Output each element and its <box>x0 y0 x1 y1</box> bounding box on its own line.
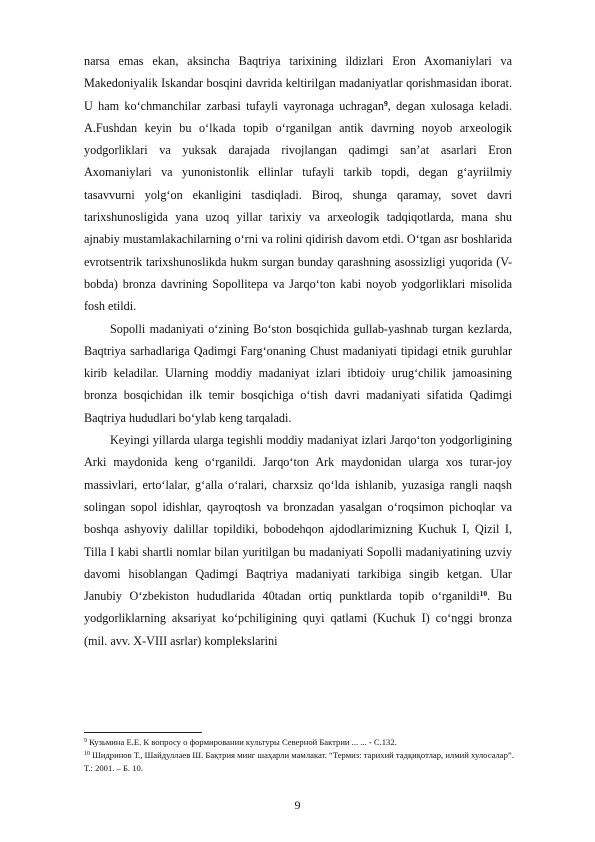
paragraph-3-text-a: Keyingi yillarda ularga tegishli moddiy madaniyat izlari Jarqo‘ton yodgorligining Arki maydonida keng o‘rganildi. Jarqo‘ton Ark maydonidan ularga xos turar-joy massivlari, erto‘lalar, g‘alla o‘ralari, charxsiz qo‘lda ishlanib, yuzasiga rangli naqsh solingan sopol idishlar, qayroqtosh va bronzadan yasalgan o‘roqsimon pichoqlar va boshqa ashyoviy dalillar topildiki, bobodehqon ajdodlarimizning Kuchuk I, Qizil I, Tilla I kabi shartli nomlar bilan yuritilgan bu madaniyati Sopolli madaniyatining uzviy davomi hisoblangan Qadimgi Baqtriya madaniyati tarkibiga singib ketgan. Ular Janubiy O‘zbekiston hududlarida 40tadan ortiq punktlarda topib o‘rganildi <box>84 433 512 604</box>
page-body <box>84 50 512 652</box>
footnote-9 <box>84 736 514 749</box>
footnote-10 <box>84 749 514 775</box>
footnotes <box>84 736 514 775</box>
footnote-mark: 10 <box>84 751 90 757</box>
footnote-ref-10[interactable]: 10 <box>479 589 488 599</box>
footnote-text: Шидринов Т., Шайдуллаев Ш. Бақтрия минг шаҳарли мамлакат. “Термиз: тарихий тадқиқотлар, илмий хулосалар”. Т.: 2001. – Б. 10. <box>84 750 514 773</box>
paragraph-1 <box>84 50 512 318</box>
footnote-mark: 9 <box>84 738 87 744</box>
paragraph-3 <box>84 429 512 652</box>
paragraph-1-text-a: narsa emas ekan, aksincha Baqtriya tarixining ildizlari Eron Axomaniylari va Makedoniyalik Iskandar bosqini davrida keltirilgan madaniyatlar qorishmasidan iborat. U ham ko‘chmanchilar zarbasi tufayli vayronaga uchragan <box>84 54 512 113</box>
page-number: 9 <box>294 798 301 812</box>
paragraph-1-text-b: , degan xulosaga keladi. A.Fushdan keyin bu o‘lkada topib o‘rganilgan antik davrning noyob arxeologik yodgorliklari va yuksak darajada rivojlangan qadimgi san’at asarlari Eron Axomaniylari va yunonistonlik ellinlar tufayli tarkib topdi, degan g‘ayriilmiy tasavvurni yolg‘on ekanligini tasdiqladi. Biroq, shunga qaramay, sovet davri tarixshunosligida yana uzoq yillar tarixiy va arxeologik tadqiqotlarda, mana shu ajnabiy mustamlakachilarning o‘rni va rolini qidirish davom etdi. O‘tgan asr boshlarida evrotsentrik tarixshunoslikda hukm surgan bunday qarashning asossizligi yuqorida (V-bobda) bronza davrining Sopollitepa va Jarqo‘ton kabi noyob yodgorliklari misolida fosh etildi. <box>84 98 512 314</box>
paragraph-3-text-b: . Bu yodgorliklarning aksariyat ko‘pchiligining quyi qatlami (Kuchuk I) co‘nggi bronza (mil. avv. X-VIII asrlar) komplekslarini <box>84 589 512 648</box>
footnote-text: Кузьмина Е.Е. К вопросу о формировании культуры Северной Бактрии ... ... - С.132. <box>89 737 397 747</box>
paragraph-2 <box>84 318 512 429</box>
footnote-ref-9[interactable]: 9 <box>383 98 388 108</box>
footnote-divider <box>84 732 202 733</box>
paragraph-2-text: Sopolli madaniyati o‘zining Bo‘ston bosqichida gullab-yashnab turgan kezlarda, Baqtriya sarhadlariga Qadimgi Farg‘onaning Chust madaniyati tipidagi etnik guruhlar kirib keladilar. Ularning moddiy madaniyat izlari ibtidoiy urug‘chilik jamoasining bronza bosqichidan ilk temir bosqichiga o‘tish davri madaniyati sifatida Qadimgi Baqtriya hududlari bo‘ylab keng tarqaladi. <box>84 321 512 425</box>
